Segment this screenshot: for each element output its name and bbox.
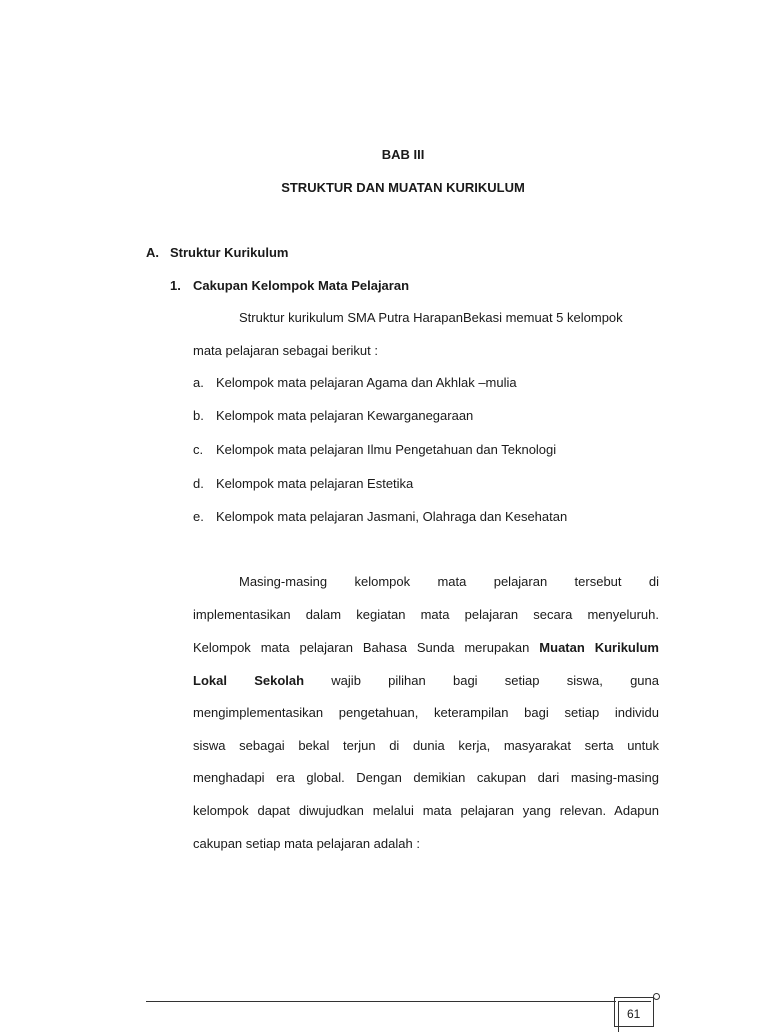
paragraph-text: wajib pilihan bagi setiap siswa, guna bbox=[331, 673, 659, 688]
list-item bbox=[193, 375, 517, 390]
paragraph-line-4 bbox=[193, 673, 659, 688]
subsection-1-title: Cakupan Kelompok Mata Pelajaran bbox=[193, 278, 410, 293]
footer-rule bbox=[146, 1001, 616, 1002]
list-marker: d. bbox=[193, 476, 204, 491]
paragraph-emphasis: Muatan Kurikulum bbox=[539, 640, 659, 655]
page-number: 61 bbox=[627, 1007, 641, 1021]
intro-line-1: Struktur kurikulum SMA Putra HarapanBekasi memuat 5 kelompok bbox=[239, 310, 623, 325]
list-text: Kelompok mata pelajaran Estetika bbox=[216, 476, 414, 491]
paragraph-emphasis: Lokal Sekolah bbox=[193, 673, 305, 688]
paragraph-line-6: siswa sebagai bekal terjun di dunia kerja, masyarakat serta untuk bbox=[193, 738, 659, 753]
scroll-curl-decoration bbox=[653, 993, 660, 1000]
paragraph-line-1: Masing-masing kelompok mata pelajaran tersebut di bbox=[239, 574, 659, 589]
paragraph-line-3 bbox=[193, 640, 659, 655]
list-item bbox=[193, 442, 556, 457]
list-marker: b. bbox=[193, 408, 204, 423]
paragraph-line-7: menghadapi era global. Dengan demikian cakupan dari masing-masing bbox=[193, 770, 659, 785]
list-text: Kelompok mata pelajaran Agama dan Akhlak –mulia bbox=[216, 375, 517, 390]
paragraph-line-9: cakupan setiap mata pelajaran adalah : bbox=[193, 836, 420, 851]
paragraph-line-5: mengimplementasikan pengetahuan, keterampilan bagi setiap individu bbox=[193, 705, 659, 720]
list-item bbox=[193, 509, 567, 524]
list-item bbox=[193, 408, 473, 423]
list-text: Kelompok mata pelajaran Jasmani, Olahraga dan Kesehatan bbox=[216, 509, 568, 524]
subsection-1-marker: 1. bbox=[170, 278, 181, 293]
list-marker: c. bbox=[193, 442, 204, 457]
chapter-label: BAB III bbox=[381, 147, 425, 162]
section-a-title: Struktur Kurikulum bbox=[170, 245, 289, 260]
paragraph-text: Kelompok mata pelajaran Bahasa Sunda merupakan bbox=[193, 640, 530, 655]
list-marker: e. bbox=[193, 509, 204, 524]
section-a-marker: A. bbox=[146, 245, 159, 260]
intro-line-2: mata pelajaran sebagai berikut : bbox=[193, 343, 379, 358]
paragraph-line-8: kelompok dapat diwujudkan melalui mata pelajaran yang relevan. Adapun bbox=[193, 803, 659, 818]
list-marker: a. bbox=[193, 375, 204, 390]
list-item bbox=[193, 476, 413, 491]
list-text: Kelompok mata pelajaran Ilmu Pengetahuan dan Teknologi bbox=[216, 442, 557, 457]
list-text: Kelompok mata pelajaran Kewarganegaraan bbox=[216, 408, 474, 423]
chapter-title: STRUKTUR DAN MUATAN KURIKULUM bbox=[281, 180, 525, 195]
page-number-box bbox=[614, 997, 654, 1027]
paragraph-line-2: implementasikan dalam kegiatan mata pelajaran secara menyeluruh. bbox=[193, 607, 659, 622]
page-number-scroll bbox=[618, 1001, 651, 1032]
